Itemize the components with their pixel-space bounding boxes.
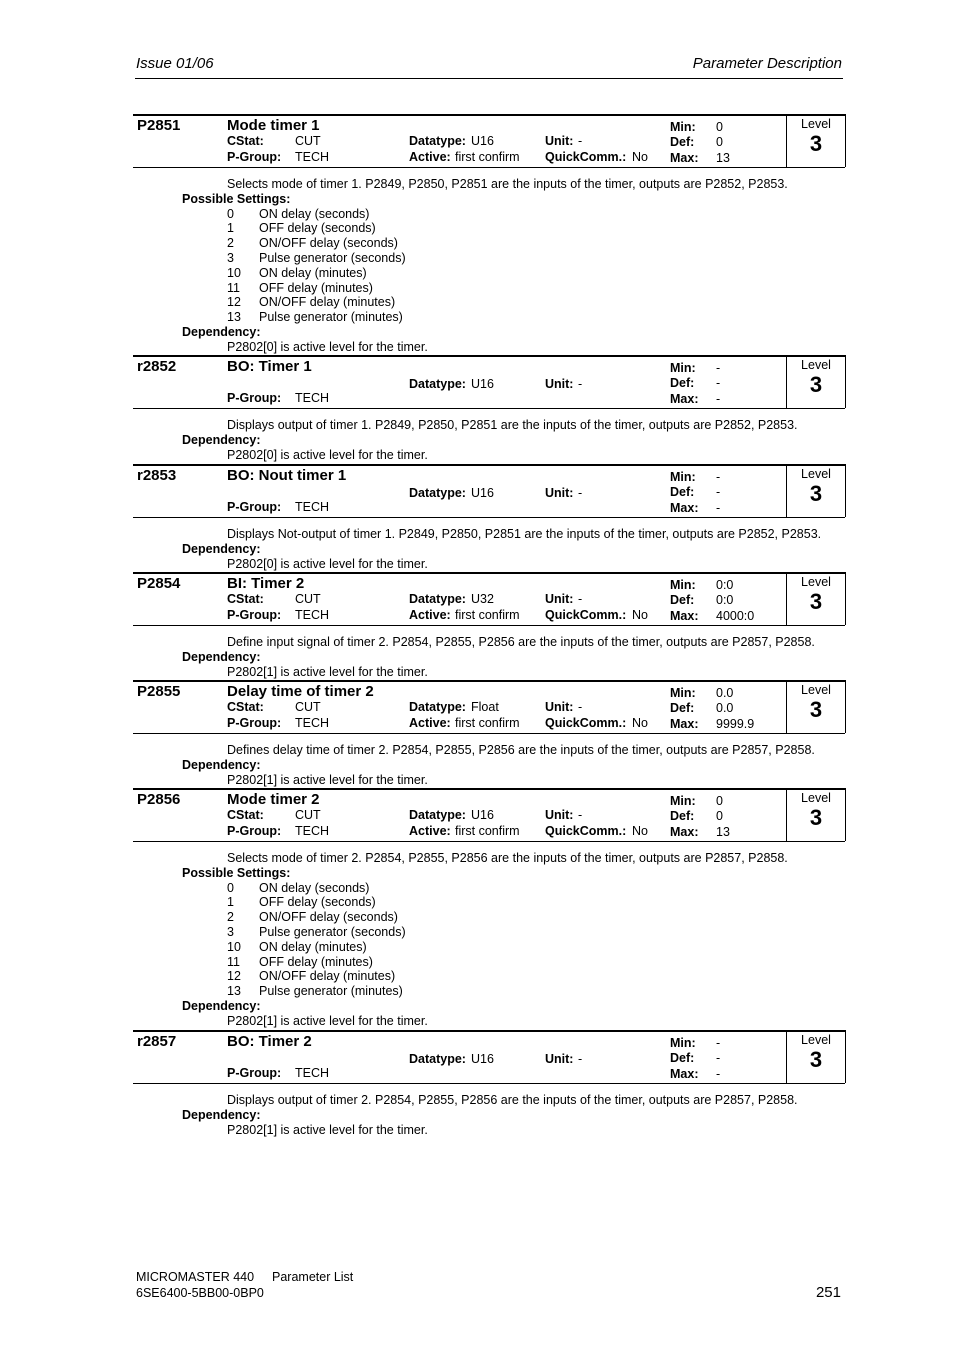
datatype-label: Datatype: bbox=[409, 700, 466, 714]
quickcomm-label: QuickComm.: bbox=[545, 824, 627, 838]
datatype-value: U16 bbox=[471, 808, 494, 822]
datatype-value: U16 bbox=[471, 486, 494, 500]
parameter-header-bottom-rule bbox=[133, 517, 845, 518]
parameter-header-bottom-rule bbox=[133, 167, 845, 168]
setting-text: ON delay (seconds) bbox=[259, 880, 370, 895]
parameter-top-rule bbox=[133, 464, 845, 466]
dependency-text: P2802[0] is active level for the timer. bbox=[227, 556, 428, 571]
parameter-name: Mode timer 1 bbox=[227, 117, 320, 134]
max-value: - bbox=[716, 392, 721, 406]
access-level-box bbox=[786, 464, 846, 517]
datatype-label: Datatype: bbox=[409, 592, 466, 606]
level-label: Level bbox=[801, 575, 831, 589]
setting-text: Pulse generator (seconds) bbox=[259, 925, 406, 939]
dependency-text: P2802[0] is active level for the timer. bbox=[227, 339, 428, 354]
parameter-name: BO: Timer 1 bbox=[227, 358, 312, 375]
dependency-text: P2802[0] is active level for the timer. bbox=[227, 447, 428, 462]
setting-value: 10 bbox=[227, 265, 241, 280]
setting-value: 10 bbox=[227, 939, 241, 954]
header-section-title: Parameter Description bbox=[692, 55, 842, 72]
max-label: Max: bbox=[670, 717, 699, 731]
min-label: Min: bbox=[670, 470, 696, 484]
parameter-header-bottom-rule bbox=[133, 408, 845, 409]
setting-value: 11 bbox=[227, 954, 240, 969]
max-label: Max: bbox=[670, 609, 699, 623]
access-level-box bbox=[786, 788, 846, 841]
parameter-description: Selects mode of timer 2. P2854, P2855, P2856 are the inputs of the timer, outputs are P2857, P2858. bbox=[227, 851, 788, 865]
setting-value: 13 bbox=[227, 984, 241, 999]
page-number: 251 bbox=[815, 1284, 841, 1301]
unit-value: - bbox=[578, 486, 583, 500]
active-value: first confirm bbox=[455, 608, 520, 622]
setting-text: ON delay (minutes) bbox=[259, 939, 367, 954]
footer-product: MICROMASTER 440 bbox=[136, 1270, 255, 1284]
active-label: Active: bbox=[409, 716, 451, 730]
parameter-description: Displays output of timer 2. P2854, P2855, P2856 are the inputs of the timer, outputs are P2857, P2858. bbox=[227, 1093, 798, 1107]
setting-value: 3 bbox=[227, 251, 234, 265]
dependency-text: P2802[1] is active level for the timer. bbox=[227, 1122, 428, 1137]
min-label: Min: bbox=[670, 686, 696, 700]
setting-text: Pulse generator (seconds) bbox=[259, 251, 406, 265]
parameter-header-bottom-rule bbox=[133, 733, 845, 734]
def-value: 0:0 bbox=[716, 593, 734, 607]
unit-label: Unit: bbox=[545, 592, 574, 606]
cstat-label: CStat: bbox=[227, 592, 264, 606]
datatype-value: U16 bbox=[471, 377, 494, 391]
def-label: Def: bbox=[670, 376, 695, 390]
max-label: Max: bbox=[670, 151, 699, 165]
setting-value: 13 bbox=[227, 310, 241, 325]
setting-text: OFF delay (seconds) bbox=[259, 895, 376, 910]
datatype-label: Datatype: bbox=[409, 808, 466, 822]
parameter-top-rule bbox=[133, 355, 845, 357]
level-label: Level bbox=[801, 467, 831, 481]
min-label: Min: bbox=[670, 361, 696, 375]
unit-value: - bbox=[578, 377, 583, 391]
pgroup-label: P-Group: bbox=[227, 716, 282, 730]
max-label: Max: bbox=[670, 1067, 699, 1081]
parameter-id: P2854 bbox=[137, 575, 181, 592]
setting-text: ON/OFF delay (minutes) bbox=[259, 969, 396, 984]
access-level-box bbox=[786, 572, 846, 625]
parameter-top-rule bbox=[133, 572, 845, 574]
parameter-id: r2852 bbox=[137, 358, 177, 375]
setting-value: 2 bbox=[227, 910, 234, 925]
def-label: Def: bbox=[670, 593, 695, 607]
setting-value: 11 bbox=[227, 280, 240, 295]
def-value: 0.0 bbox=[716, 701, 734, 715]
def-label: Def: bbox=[670, 135, 695, 149]
def-value: - bbox=[716, 485, 721, 499]
active-value: first confirm bbox=[455, 824, 520, 838]
min-label: Min: bbox=[670, 1036, 696, 1050]
setting-text: OFF delay (seconds) bbox=[259, 221, 376, 236]
min-value: - bbox=[716, 361, 721, 375]
pgroup-label: P-Group: bbox=[227, 1066, 282, 1080]
setting-text: OFF delay (minutes) bbox=[259, 280, 373, 295]
setting-value: 12 bbox=[227, 969, 241, 984]
pgroup-label: P-Group: bbox=[227, 500, 282, 514]
parameter-id: P2851 bbox=[137, 117, 181, 134]
setting-value: 0 bbox=[227, 880, 234, 895]
unit-label: Unit: bbox=[545, 377, 574, 391]
def-label: Def: bbox=[670, 485, 695, 499]
unit-label: Unit: bbox=[545, 808, 574, 822]
parameter-name: Mode timer 2 bbox=[227, 791, 320, 808]
access-level-box bbox=[786, 114, 846, 167]
parameter-top-rule bbox=[133, 114, 845, 116]
unit-value: - bbox=[578, 134, 583, 148]
setting-text: ON delay (minutes) bbox=[259, 265, 367, 280]
setting-text: ON/OFF delay (seconds) bbox=[259, 910, 398, 925]
parameter-name: BO: Timer 2 bbox=[227, 1033, 312, 1050]
datatype-label: Datatype: bbox=[409, 486, 466, 500]
header-issue: Issue 01/06 bbox=[136, 55, 214, 72]
dependency-text: P2802[1] is active level for the timer. bbox=[227, 664, 428, 679]
access-level-box bbox=[786, 680, 846, 733]
cstat-value: CUT bbox=[295, 134, 321, 148]
parameter-header-bottom-rule bbox=[133, 625, 845, 626]
active-label: Active: bbox=[409, 150, 451, 164]
dependency-label: Dependency: bbox=[182, 325, 261, 339]
pgroup-label: P-Group: bbox=[227, 824, 282, 838]
min-value: 0 bbox=[716, 794, 723, 808]
unit-label: Unit: bbox=[545, 134, 574, 148]
def-value: - bbox=[716, 1051, 721, 1065]
level-value: 3 bbox=[809, 1047, 823, 1072]
def-value: 0 bbox=[716, 135, 723, 149]
parameter-name: Delay time of timer 2 bbox=[227, 683, 374, 700]
cstat-label: CStat: bbox=[227, 134, 264, 148]
min-label: Min: bbox=[670, 120, 696, 134]
possible-settings-label: Possible Settings: bbox=[182, 865, 291, 880]
parameter-top-rule bbox=[133, 680, 845, 682]
cstat-label: CStat: bbox=[227, 700, 264, 714]
max-value: - bbox=[716, 1067, 721, 1081]
cstat-value: CUT bbox=[295, 592, 321, 606]
max-value: 13 bbox=[716, 151, 730, 165]
datatype-value: Float bbox=[471, 700, 499, 714]
def-label: Def: bbox=[670, 1051, 695, 1065]
level-value: 3 bbox=[809, 697, 823, 722]
dependency-label: Dependency: bbox=[182, 541, 261, 556]
def-value: - bbox=[716, 376, 721, 390]
quickcomm-value: No bbox=[632, 824, 648, 838]
active-value: first confirm bbox=[455, 716, 520, 730]
parameter-top-rule bbox=[133, 1030, 845, 1032]
access-level-box bbox=[786, 1030, 846, 1083]
pgroup-value: TECH bbox=[295, 608, 330, 622]
pgroup-value: TECH bbox=[295, 824, 330, 838]
footer-order-number: 6SE6400-5BB00-0BP0 bbox=[136, 1286, 264, 1300]
unit-label: Unit: bbox=[545, 1052, 574, 1066]
cstat-label: CStat: bbox=[227, 808, 264, 822]
pgroup-value: TECH bbox=[295, 1066, 330, 1080]
min-label: Min: bbox=[670, 794, 696, 808]
pgroup-label: P-Group: bbox=[227, 608, 282, 622]
parameter-description: Define input signal of timer 2. P2854, P2855, P2856 are the inputs of the timer, outputs are P2857, P2858. bbox=[227, 635, 815, 649]
datatype-label: Datatype: bbox=[409, 377, 466, 391]
setting-text: ON delay (seconds) bbox=[259, 206, 370, 221]
unit-value: - bbox=[578, 808, 583, 822]
parameter-header-bottom-rule bbox=[133, 841, 845, 842]
quickcomm-value: No bbox=[632, 608, 648, 622]
def-label: Def: bbox=[670, 701, 695, 715]
pgroup-value: TECH bbox=[295, 500, 330, 514]
def-value: 0 bbox=[716, 809, 723, 823]
max-label: Max: bbox=[670, 501, 699, 515]
parameter-description: Selects mode of timer 1. P2849, P2850, P2851 are the inputs of the timer, outputs are P2852, P2853. bbox=[227, 177, 788, 191]
max-value: 9999.9 bbox=[716, 717, 755, 731]
min-value: - bbox=[716, 1036, 721, 1050]
max-value: - bbox=[716, 501, 721, 515]
setting-value: 1 bbox=[227, 895, 234, 910]
pgroup-value: TECH bbox=[295, 391, 330, 405]
dependency-label: Dependency: bbox=[182, 1107, 261, 1122]
level-label: Level bbox=[801, 1033, 831, 1047]
unit-label: Unit: bbox=[545, 486, 574, 500]
min-value: 0.0 bbox=[716, 686, 734, 700]
quickcomm-value: No bbox=[632, 150, 648, 164]
min-value: 0:0 bbox=[716, 578, 734, 592]
level-value: 3 bbox=[809, 481, 823, 506]
cstat-value: CUT bbox=[295, 808, 321, 822]
parameter-id: r2853 bbox=[137, 467, 177, 484]
parameter-id: r2857 bbox=[137, 1033, 177, 1050]
level-value: 3 bbox=[809, 805, 823, 830]
parameter-description: Defines delay time of timer 2. P2854, P2855, P2856 are the inputs of the timer, outputs are P2857, P2858. bbox=[227, 743, 815, 757]
parameter-top-rule bbox=[133, 788, 845, 790]
def-label: Def: bbox=[670, 809, 695, 823]
setting-text: Pulse generator (minutes) bbox=[259, 984, 403, 999]
access-level-box bbox=[786, 355, 846, 408]
datatype-value: U32 bbox=[471, 592, 494, 606]
datatype-value: U16 bbox=[471, 134, 494, 148]
setting-text: OFF delay (minutes) bbox=[259, 954, 373, 969]
level-label: Level bbox=[801, 117, 831, 131]
setting-text: ON/OFF delay (minutes) bbox=[259, 295, 396, 310]
header-rule bbox=[135, 78, 843, 79]
quickcomm-label: QuickComm.: bbox=[545, 716, 627, 730]
dependency-text: P2802[1] is active level for the timer. bbox=[227, 1013, 428, 1028]
parameter-id: P2856 bbox=[137, 791, 181, 808]
datatype-label: Datatype: bbox=[409, 1052, 466, 1066]
dependency-label: Dependency: bbox=[182, 999, 261, 1013]
min-value: - bbox=[716, 470, 721, 484]
max-label: Max: bbox=[670, 825, 699, 839]
setting-value: 12 bbox=[227, 295, 241, 310]
level-label: Level bbox=[801, 358, 831, 372]
parameter-header-bottom-rule bbox=[133, 1083, 845, 1084]
parameter-description: Displays Not-output of timer 1. P2849, P2850, P2851 are the inputs of the timer, outputs are P2852, P2853. bbox=[227, 527, 822, 541]
unit-value: - bbox=[578, 592, 583, 606]
level-value: 3 bbox=[809, 589, 823, 614]
footer-doc-title: Parameter List bbox=[272, 1270, 354, 1284]
pgroup-value: TECH bbox=[295, 150, 330, 164]
setting-value: 1 bbox=[227, 221, 234, 236]
parameter-id: P2855 bbox=[137, 683, 181, 700]
active-label: Active: bbox=[409, 824, 451, 838]
active-label: Active: bbox=[409, 608, 451, 622]
pgroup-label: P-Group: bbox=[227, 150, 282, 164]
pgroup-value: TECH bbox=[295, 716, 330, 730]
datatype-value: U16 bbox=[471, 1052, 494, 1066]
dependency-label: Dependency: bbox=[182, 757, 261, 772]
unit-label: Unit: bbox=[545, 700, 574, 714]
quickcomm-label: QuickComm.: bbox=[545, 608, 627, 622]
max-value: 4000:0 bbox=[716, 609, 755, 623]
level-label: Level bbox=[801, 791, 831, 805]
parameter-description: Displays output of timer 1. P2849, P2850, P2851 are the inputs of the timer, outputs are P2852, P2853. bbox=[227, 418, 798, 432]
dependency-label: Dependency: bbox=[182, 432, 261, 447]
level-label: Level bbox=[801, 683, 831, 697]
level-value: 3 bbox=[809, 131, 823, 156]
cstat-value: CUT bbox=[295, 700, 321, 714]
parameter-name: BI: Timer 2 bbox=[227, 575, 305, 592]
setting-value: 3 bbox=[227, 925, 234, 939]
dependency-text: P2802[1] is active level for the timer. bbox=[227, 772, 428, 787]
pgroup-label: P-Group: bbox=[227, 391, 282, 405]
parameter-name: BO: Nout timer 1 bbox=[227, 467, 347, 484]
possible-settings-label: Possible Settings: bbox=[182, 191, 291, 206]
unit-value: - bbox=[578, 1052, 583, 1066]
unit-value: - bbox=[578, 700, 583, 714]
max-label: Max: bbox=[670, 392, 699, 406]
datatype-label: Datatype: bbox=[409, 134, 466, 148]
level-value: 3 bbox=[809, 372, 823, 397]
setting-text: ON/OFF delay (seconds) bbox=[259, 236, 398, 251]
min-label: Min: bbox=[670, 578, 696, 592]
setting-value: 0 bbox=[227, 206, 234, 221]
dependency-label: Dependency: bbox=[182, 649, 261, 664]
max-value: 13 bbox=[716, 825, 730, 839]
min-value: 0 bbox=[716, 120, 723, 134]
setting-text: Pulse generator (minutes) bbox=[259, 310, 403, 325]
setting-value: 2 bbox=[227, 236, 234, 251]
quickcomm-value: No bbox=[632, 716, 648, 730]
active-value: first confirm bbox=[455, 150, 520, 164]
quickcomm-label: QuickComm.: bbox=[545, 150, 627, 164]
